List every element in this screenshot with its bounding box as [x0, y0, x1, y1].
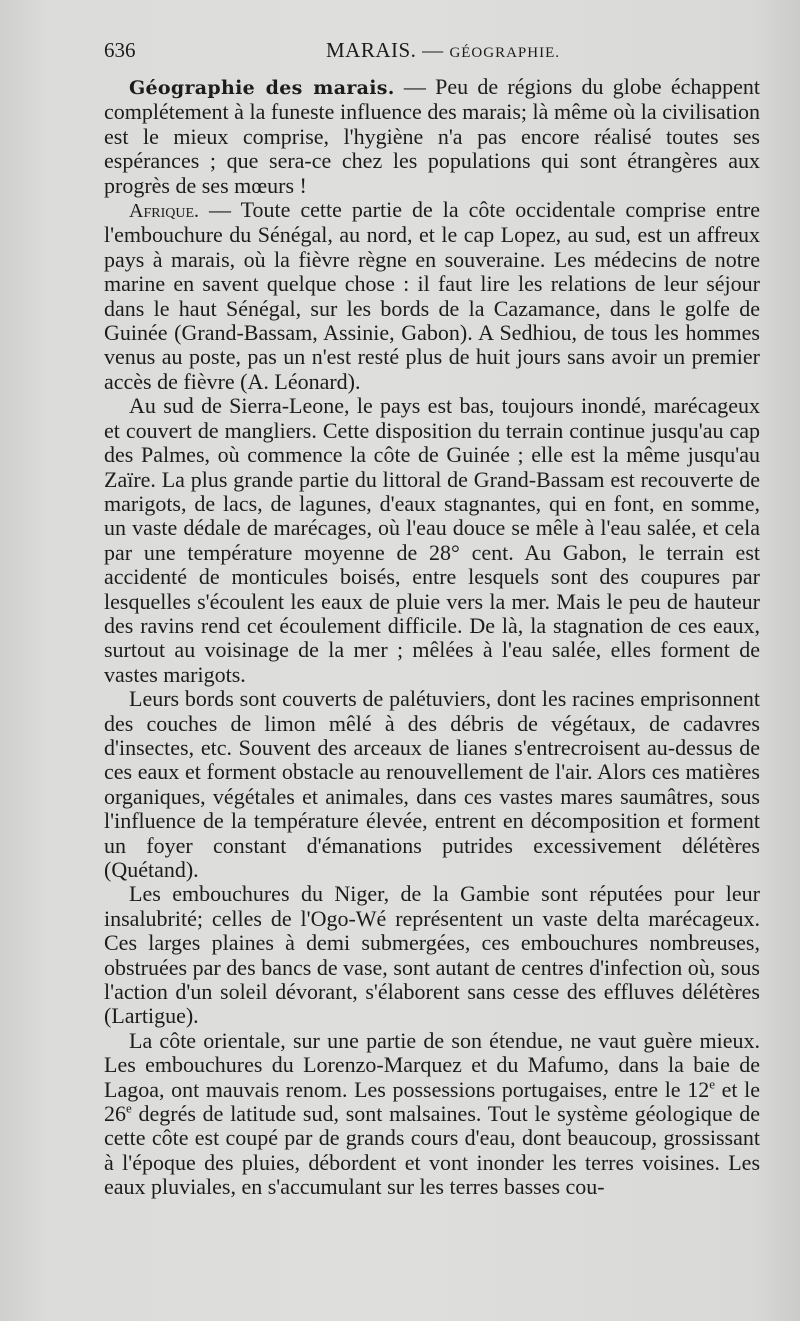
paragraph-paletuviers: Leurs bords sont couverts de palétuviers, dont les racines emprisonnent des couches de limon mêlé à des débris de végétaux, de cadavres d'insectes, etc. Souvent des arceaux de lianes s'entrecroisent au-dessus de ces eaux et forment obstacle au renouvellement de l'air. Alors ces matières organiques, végétales et animales, dans ces vastes mares saumâtres, sous l'influence de la température élevée, entrent en décomposition et forment un foyer constant d'émanations putrides excessivement délétères (Quétand).	[104, 686, 760, 882]
page-number: 636	[104, 38, 136, 62]
region-title: Afrique.	[129, 200, 200, 223]
paragraph-sierra-leone: Au sud de Sierra-Leone, le pays est bas, toujours inondé, marécageux et couvert de mangliers. Cette disposition du terrain continue jusqu'au cap des Palmes, où commence la côte de Guinée ; elle est la même jusqu'au Zaïre. La plus grande partie du littoral de Grand-Bassam est recouverte de marigots, de lacs, de lagunes, d'eaux stagnantes, qui en font, en somme, un vaste dédale de marécages, où l'eau douce se mêle à l'eau salée, et cela par une température moyenne de 28° cent. Au Gabon, le terrain est accidenté de monticules boisés, entre lesquels sont des coupures par lesquelles s'écoulent les eaux de pluie vers la mer. Mais le peu de hauteur des ravins rend cet écoulement difficile. De là, la stagnation de ces eaux, surtout au voisinage de la mer ; mêlées à l'eau salée, elles forment de vastes marigots.	[104, 393, 760, 687]
running-head-title: MARAIS. —	[326, 38, 450, 62]
paragraph-niger: Les embouchures du Niger, de la Gambie sont réputées pour leur insalubrité; celles de l'Ogo-Wé représentent un vaste delta marécageux. Ces larges plaines à demi submergées, ces embouchures nombreuses, obstruées par des bancs de vase, sont autant de centres d'infection où, sous l'action d'un soleil dévorant, s'élaborent sans cesse des effluves délétères (Lartigue).	[104, 881, 760, 1029]
paragraph-text-c: degrés de latitude sud, sont malsaines. Tout le système géologique de cette côte est coupé par de grands cours d'eau, dont beaucoup, grossissant à l'époque des pluies, débordent et vont inonder les terres voisines. Les eaux pluviales, en s'accumulant sur les terres basses cou-	[104, 1101, 760, 1200]
body-text	[104, 75, 760, 1200]
running-head	[326, 38, 560, 63]
paragraph-text: — Peu de régions du globe échappent complétement à la funeste influence des marais; là même où la civilisation est le mieux comprise, l'hygiène n'a pas encore réalisé toutes ses espérances ; que sera-ce chez les populations qui sont étrangères aux progrès de ses mœurs !	[104, 74, 760, 198]
page-header	[104, 38, 760, 68]
paragraph-text-a: La côte orientale, sur une partie de son étendue, ne vaut guère mieux. Les embouchures du Lorenzo-Marquez et du Mafumo, dans la baie de Lagoa, ont mauvais renom. Les possessions portugaises, entre le 12	[104, 1027, 760, 1102]
paragraph-text-b: et le 26	[104, 1076, 760, 1127]
paragraph-cote-orientale	[104, 1029, 760, 1200]
section-title: Géographie des marais.	[129, 77, 395, 99]
ordinal-suffix: e	[126, 1100, 132, 1116]
paragraph-afrique	[104, 198, 760, 394]
paragraph-text: — Toute cette partie de la côte occidentale comprise entre l'embouchure du Sénégal, au nord, et le cap Lopez, au sud, est un affreux pays à marais, où la fièvre règne en souveraine. Les médecins de notre marine en savent quelque chose : il faut lire les relations de leur séjour dans le haut Sénégal, sur les bords de la Cazamance, dans le golfe de Guinée (Grand-Bassam, Assinie, Gabon). A Sedhiou, de tous les hommes venus au poste, pas un n'est resté plus de huit jours sans avoir un premier accès de fièvre (A. Léonard).	[104, 197, 760, 394]
paragraph-geographie	[104, 75, 760, 198]
running-head-subtitle: GÉOGRAPHIE.	[449, 45, 561, 61]
ordinal-suffix: e	[709, 1076, 715, 1092]
